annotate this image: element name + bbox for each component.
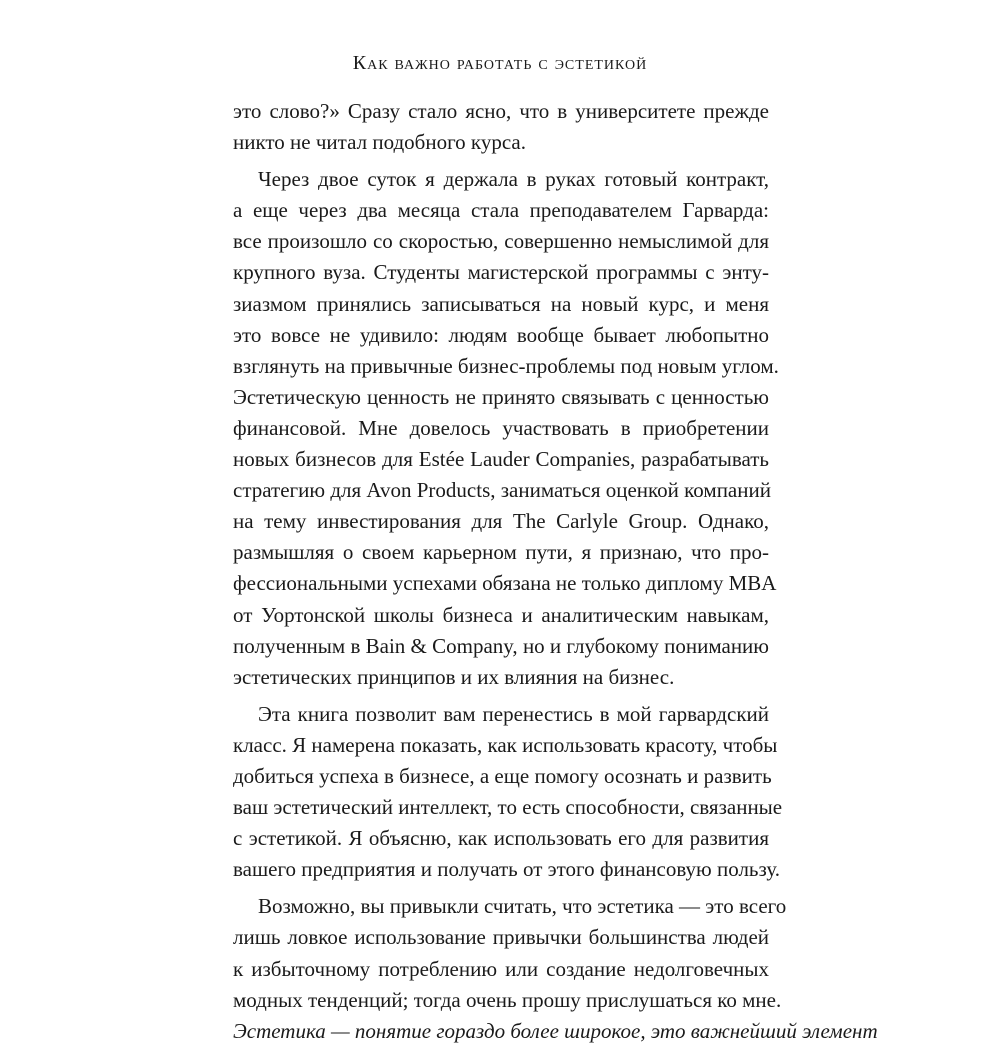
paragraph — [233, 891, 878, 1046]
text-line: стратегию для Avon Products, заниматься оценкой компаний — [233, 478, 771, 503]
text-line: класс. Я намерена показать, как использовать красоту, чтобы — [233, 732, 778, 757]
text-line: а еще через два месяца стала преподавателем Гарварда: — [233, 198, 769, 223]
text-line: полученным в Bain & Company, но и глубокому пониманию — [233, 633, 769, 658]
text-line: фессиональными успехами обязана не только диплому MBA — [233, 571, 777, 596]
text-line: ваш эстетический интеллект, то есть способности, связанные — [233, 795, 783, 820]
paragraph — [233, 699, 783, 886]
text-line: новых бизнесов для Estée Lauder Companies, разрабатывать — [233, 447, 769, 472]
emphasized-text-line: Эстетика — понятие гораздо более широкое, это важнейший элемент — [233, 1018, 878, 1043]
paragraph — [233, 96, 769, 158]
text-line: с эстетикой. Я объясню, как использовать его для развития — [233, 826, 769, 851]
text-line: Эта книга позволит вам перенестись в мой гарвардский — [258, 701, 769, 726]
running-head: Как важно работать с эстетикой — [352, 52, 648, 74]
text-line: все произошло со скоростью, совершенно немыслимой для — [233, 229, 769, 254]
text-line: размышляя о своем карьерном пути, я признаю, что про- — [233, 540, 769, 565]
text-line: Эстетическую ценность не принято связывать с ценностью — [233, 384, 769, 409]
text-line: эстетических принципов и их влияния на бизнес. — [233, 664, 675, 689]
text-line: вашего предприятия и получать от этого финансовую пользу. — [233, 857, 781, 882]
text-line: никто не читал подобного курса. — [233, 130, 526, 155]
text-line: финансовой. Мне довелось участвовать в приобретении — [233, 415, 769, 440]
text-line: это вовсе не удивило: людям вообще бывает любопытно — [233, 322, 769, 347]
text-line: к избыточному потреблению или создание недолговечных — [233, 956, 769, 981]
text-line: добиться успеха в бизнесе, а еще помогу осознать и развить — [233, 763, 772, 788]
text-line: на тему инвестирования для The Carlyle Group. Однако, — [233, 509, 769, 534]
text-line: от Уортонской школы бизнеса и аналитическим навыкам, — [233, 602, 769, 627]
paragraph — [233, 164, 779, 693]
text-line: взглянуть на привычные бизнес-проблемы под новым углом. — [233, 353, 779, 378]
text-line: это слово?» Сразу стало ясно, что в университете прежде — [233, 99, 769, 123]
text-line: модных тенденций; тогда очень прошу прислушаться ко мне. — [233, 987, 782, 1012]
text-line: Возможно, вы привыкли считать, что эстетика — это всего — [258, 894, 787, 919]
body-text — [233, 96, 878, 1047]
text-line: крупного вуза. Студенты магистерской программы с энту- — [233, 260, 769, 285]
text-line: лишь ловкое использование привычки большинства людей — [233, 925, 769, 950]
text-line: зиазмом принялись записываться на новый курс, и меня — [233, 291, 769, 316]
text-line: Через двое суток я держала в руках готовый контракт, — [258, 167, 769, 192]
